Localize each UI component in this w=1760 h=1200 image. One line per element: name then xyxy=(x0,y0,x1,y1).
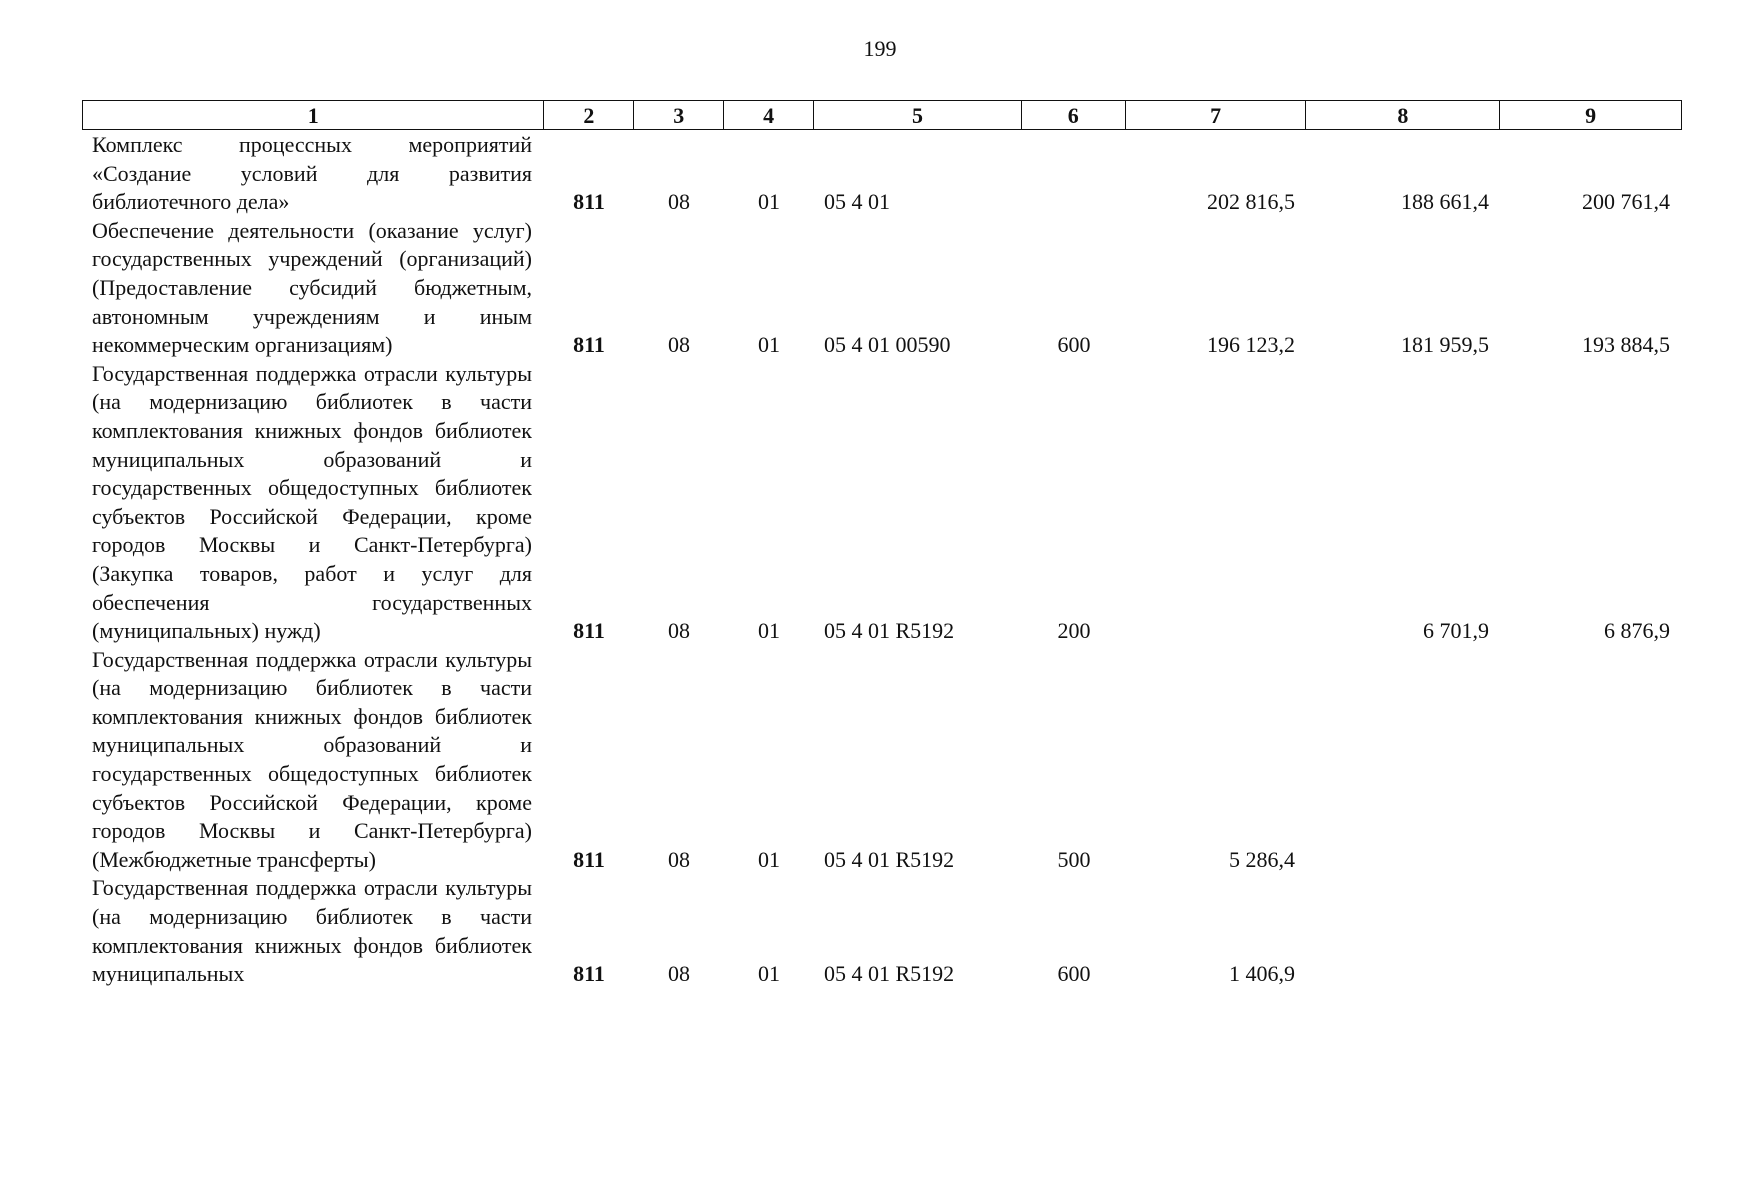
cell-amount-col7: 202 816,5 xyxy=(1207,189,1295,215)
row-description: Обеспечение деятельности (оказание услуг) государственных учреждений (организаций) (Предоставление субсидий бюджетным, автономным учреждениям и иным некоммерческим организациям) xyxy=(92,217,532,358)
row-description: Государственная поддержка отрасли культуры (на модернизацию библиотек в части комплектования книжных фондов библиотек муниципальных xyxy=(92,875,532,987)
cell-target-article: 05 4 01 00590 xyxy=(824,332,951,358)
cell-subsection: 01 xyxy=(758,618,780,644)
column-header-3: 3 xyxy=(634,101,724,129)
column-header-6: 6 xyxy=(1022,101,1126,129)
cell-amount-col9: 200 761,4 xyxy=(1582,189,1670,215)
cell-amount-col9: 6 876,9 xyxy=(1604,618,1670,644)
cell-expense-type: 600 xyxy=(1057,961,1091,987)
table-row xyxy=(82,360,1682,646)
column-header-1: 1 xyxy=(83,101,544,129)
cell-ministry-code: 811 xyxy=(573,332,605,358)
row-description: Государственная поддержка отрасли культуры (на модернизацию библиотек в части комплектования книжных фондов библиотек муниципальных образований и государственных общедоступных библиотек субъектов Российской Федерации, кроме городов Москвы и Санкт-Петербурга) (Межбюджетные трансферты) xyxy=(92,646,532,872)
cell-amount-col8: 188 661,4 xyxy=(1401,189,1489,215)
table-row xyxy=(82,646,1682,875)
cell-subsection: 01 xyxy=(758,332,780,358)
cell-target-article: 05 4 01 R5192 xyxy=(824,846,955,872)
column-header-5: 5 xyxy=(814,101,1022,129)
cell-section: 08 xyxy=(668,189,690,215)
cell-amount-col8: 6 701,9 xyxy=(1423,618,1489,644)
cell-section: 08 xyxy=(668,332,690,358)
cell-section: 08 xyxy=(668,618,690,644)
cell-expense-type: 600 xyxy=(1057,332,1091,358)
cell-target-article: 05 4 01 R5192 xyxy=(824,618,955,644)
cell-section: 08 xyxy=(668,846,690,872)
table-header xyxy=(82,100,1682,130)
column-header-2: 2 xyxy=(544,101,634,129)
page-number: 199 xyxy=(863,36,897,61)
table-body xyxy=(82,131,1682,989)
cell-ministry-code: 811 xyxy=(573,846,605,872)
cell-amount-col7: 196 123,2 xyxy=(1207,332,1295,358)
cell-subsection: 01 xyxy=(758,189,780,215)
column-header-7: 7 xyxy=(1126,101,1307,129)
cell-amount-col7: 1 406,9 xyxy=(1229,961,1295,987)
cell-subsection: 01 xyxy=(758,846,780,872)
cell-expense-type: 200 xyxy=(1057,618,1091,644)
cell-amount-col9: 193 884,5 xyxy=(1582,332,1670,358)
row-description: Государственная поддержка отрасли культуры (на модернизацию библиотек в части комплектования книжных фондов библиотек муниципальных образований и государственных общедоступных библиотек субъектов Российской Федерации, кроме городов Москвы и Санкт-Петербурга) (Закупка товаров, работ и услуг для обеспечения государственных (муниципальных) нужд) xyxy=(92,360,532,644)
table-row xyxy=(82,131,1682,217)
row-description: Комплекс процессных мероприятий «Создание условий для развития библиотечного дела» xyxy=(92,132,532,215)
column-header-9: 9 xyxy=(1585,103,1597,128)
cell-target-article: 05 4 01 xyxy=(824,189,890,215)
cell-ministry-code: 811 xyxy=(573,189,605,215)
cell-section: 08 xyxy=(668,961,690,987)
cell-subsection: 01 xyxy=(758,961,780,987)
cell-ministry-code: 811 xyxy=(573,618,605,644)
cell-expense-type: 500 xyxy=(1057,846,1091,872)
cell-ministry-code: 811 xyxy=(573,961,605,987)
cell-amount-col7: 5 286,4 xyxy=(1229,846,1295,872)
column-header-8: 8 xyxy=(1306,101,1500,129)
table-row xyxy=(82,874,1682,988)
table-row xyxy=(82,217,1682,360)
cell-target-article: 05 4 01 R5192 xyxy=(824,961,955,987)
cell-amount-col8: 181 959,5 xyxy=(1401,332,1489,358)
column-header-4: 4 xyxy=(724,101,814,129)
